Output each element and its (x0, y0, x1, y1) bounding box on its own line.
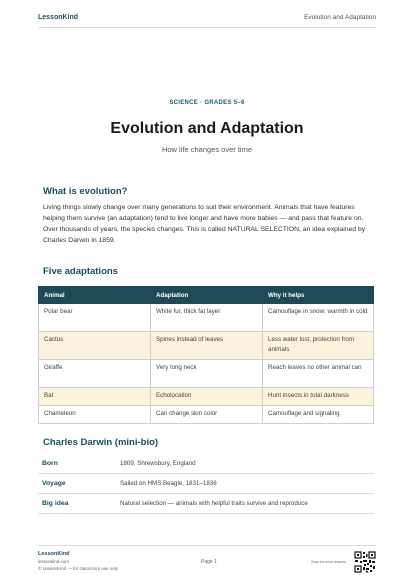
brand-logo-text: LessonKind (38, 14, 79, 21)
table-cell: Echolocation (151, 388, 263, 406)
table-cell: Camouflage and signaling (263, 406, 374, 424)
table-cell: Chameleon (39, 406, 151, 424)
footer-copyright: © LessonKind — for classroom use only (38, 566, 119, 571)
table-row (39, 332, 374, 360)
table-cell: Giraffe (39, 360, 151, 388)
table-cell: White fur, thick fat layer (151, 304, 263, 332)
table-row (39, 360, 374, 388)
bio-label: Voyage (42, 480, 66, 487)
table-cell: Camouflage in snow; warmth in cold (263, 304, 374, 332)
table-row (39, 388, 374, 406)
bio-row-voyage (38, 474, 374, 494)
header-doc-title: Evolution and Adaptation (304, 14, 376, 21)
table-cell: Spines instead of leaves (151, 332, 263, 360)
page-header (38, 12, 376, 28)
qr-code-icon[interactable] (354, 551, 376, 573)
table-cell: Bat (39, 388, 151, 406)
evolution-paragraph: Living things slowly change over many generations to suit their environment. Animals that have features helping them survive (an adaptation) tend to live longer and have more babies — and pass that feature on. Over thousands of years, the species changes. This is called NATURAL SELECTION, an idea explained by Charles Darwin in 1859. (43, 204, 366, 244)
table-cell: Very long neck (151, 360, 263, 388)
page-footer (38, 545, 376, 575)
table-cell: Less water lost; protection from animals (263, 332, 374, 360)
page-title: Evolution and Adaptation (110, 120, 304, 137)
bio-label: Born (42, 460, 58, 467)
page-subtitle: How life changes over time (161, 145, 253, 154)
bio-value: Natural selection — animals with helpful traits survive and reproduce (120, 500, 308, 507)
subject-kicker: SCIENCE · GRADES 5–6 (169, 100, 245, 106)
table-row (39, 406, 374, 424)
table-cell: Hunt insects in total darkness (263, 388, 374, 406)
page-number: Page 1 (201, 559, 217, 565)
bio-value: 1809, Shrewsbury, England (120, 460, 196, 467)
section-heading-evolution: What is evolution? (43, 186, 128, 197)
qr-caption: Scan for more lessons (311, 560, 346, 564)
column-header-animal: Animal (39, 287, 151, 304)
column-header-adaptation: Adaptation (151, 287, 263, 304)
bio-row-born (38, 454, 374, 474)
column-header-why: Why it helps (263, 287, 374, 304)
footer-website-link[interactable]: lessonkind.com (38, 559, 70, 564)
table-cell: Polar bear (39, 304, 151, 332)
bio-label: Big idea (42, 500, 69, 507)
table-cell: Cactus (39, 332, 151, 360)
footer-brand: LessonKind (38, 551, 70, 557)
table-cell: Can change skin color (151, 406, 263, 424)
section-heading-darwin: Charles Darwin (mini-bio) (43, 437, 159, 448)
table-header-row (39, 287, 374, 304)
bio-value: Sailed on HMS Beagle, 1831–1836 (120, 480, 217, 487)
table-cell: Reach leaves no other animal can (263, 360, 374, 388)
table-row (39, 304, 374, 332)
bio-row-big-idea (38, 494, 374, 514)
section-heading-adaptations: Five adaptations (43, 266, 118, 277)
adaptations-table (38, 286, 374, 424)
